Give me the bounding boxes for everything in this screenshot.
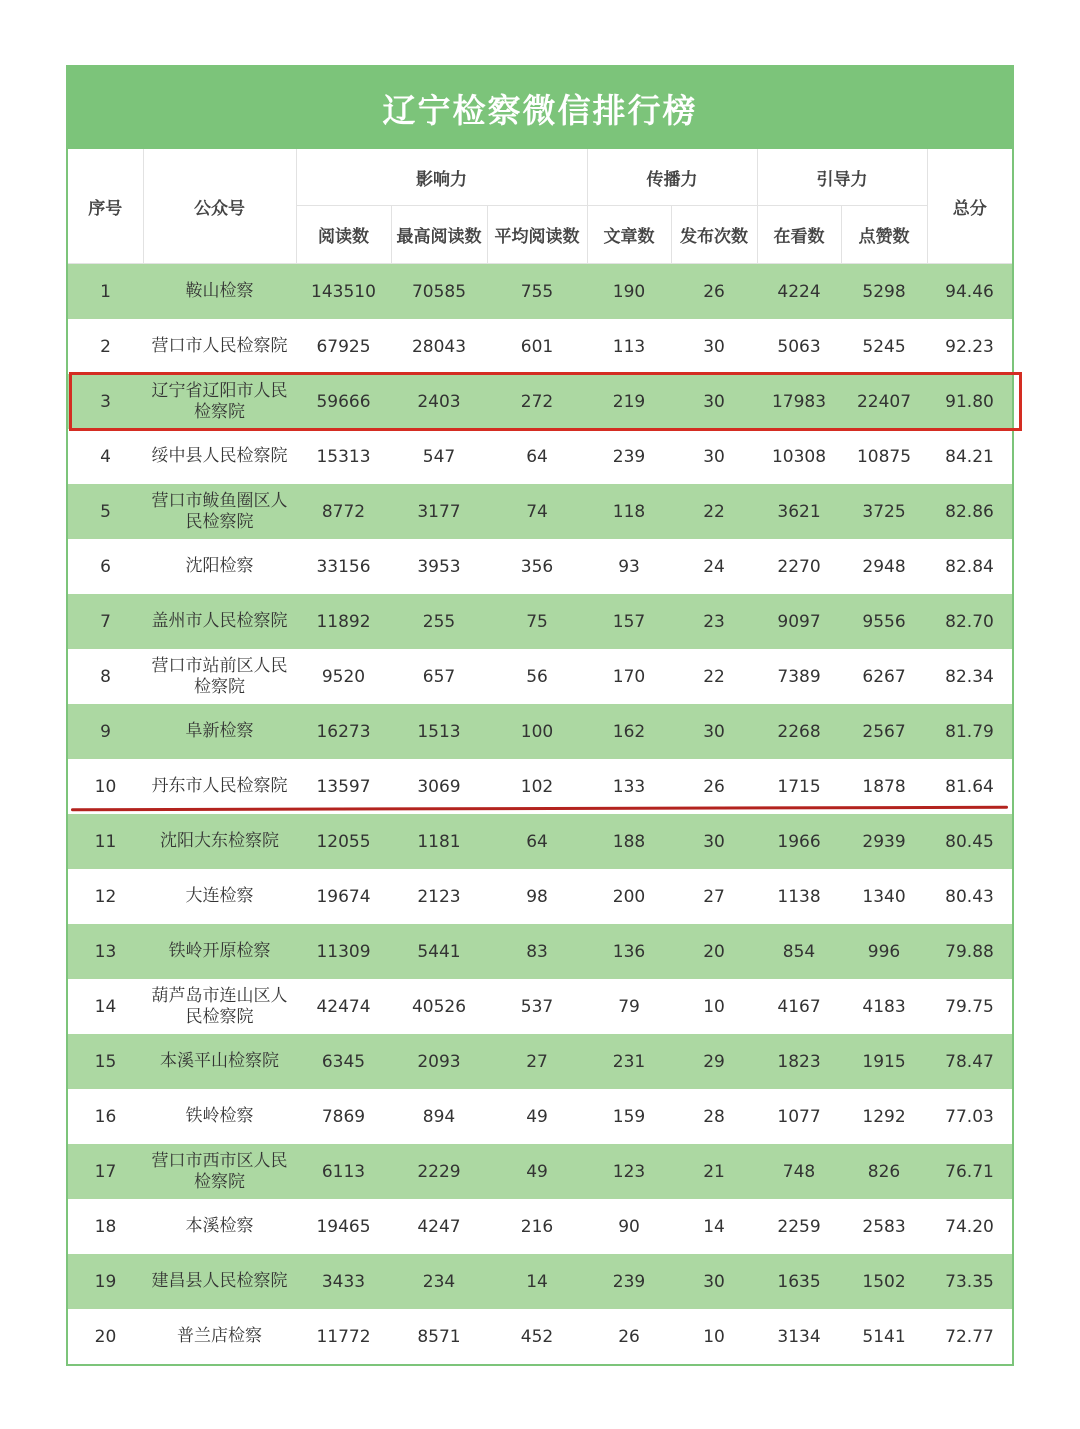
cell-rank: 20 xyxy=(68,1309,143,1364)
cell-total: 79.75 xyxy=(927,979,1012,1034)
cell-total: 77.03 xyxy=(927,1089,1012,1144)
cell-reads: 67925 xyxy=(296,319,391,374)
cell-max-reads: 1181 xyxy=(391,814,487,869)
table-row xyxy=(68,979,1012,1034)
cell-watching: 4224 xyxy=(757,264,841,320)
header-posts: 发布次数 xyxy=(671,206,757,264)
cell-likes: 1340 xyxy=(841,869,927,924)
cell-likes: 2583 xyxy=(841,1199,927,1254)
ranking-board xyxy=(66,65,1014,1366)
cell-account-name: 盖州市人民检察院 xyxy=(143,594,296,649)
cell-articles: 26 xyxy=(587,1309,671,1364)
cell-articles: 136 xyxy=(587,924,671,979)
cell-articles: 170 xyxy=(587,649,671,704)
cell-watching: 1077 xyxy=(757,1089,841,1144)
cell-avg-reads: 98 xyxy=(487,869,587,924)
table-row xyxy=(68,319,1012,374)
cell-total: 82.84 xyxy=(927,539,1012,594)
cell-rank: 13 xyxy=(68,924,143,979)
cell-likes: 1502 xyxy=(841,1254,927,1309)
cell-rank: 8 xyxy=(68,649,143,704)
header-avg-reads: 平均阅读数 xyxy=(487,206,587,264)
cell-posts: 24 xyxy=(671,539,757,594)
header-watching: 在看数 xyxy=(757,206,841,264)
table-row xyxy=(68,649,1012,704)
cell-account-name: 营口市西市区人民检察院 xyxy=(143,1144,296,1199)
cell-reads: 7869 xyxy=(296,1089,391,1144)
cell-articles: 190 xyxy=(587,264,671,320)
cell-rank: 2 xyxy=(68,319,143,374)
cell-rank: 5 xyxy=(68,484,143,539)
cell-rank: 16 xyxy=(68,1089,143,1144)
cell-posts: 23 xyxy=(671,594,757,649)
cell-likes: 2567 xyxy=(841,704,927,759)
cell-rank: 6 xyxy=(68,539,143,594)
header-likes: 点赞数 xyxy=(841,206,927,264)
cell-avg-reads: 216 xyxy=(487,1199,587,1254)
cell-likes: 5245 xyxy=(841,319,927,374)
cell-account-name: 葫芦岛市连山区人民检察院 xyxy=(143,979,296,1034)
cell-posts: 26 xyxy=(671,759,757,814)
cell-posts: 28 xyxy=(671,1089,757,1144)
cell-total: 82.86 xyxy=(927,484,1012,539)
cell-watching: 17983 xyxy=(757,374,841,429)
cell-rank: 11 xyxy=(68,814,143,869)
cell-likes: 996 xyxy=(841,924,927,979)
cell-articles: 93 xyxy=(587,539,671,594)
cell-watching: 7389 xyxy=(757,649,841,704)
cell-account-name: 丹东市人民检察院 xyxy=(143,759,296,814)
table-row xyxy=(68,539,1012,594)
cell-rank: 3 xyxy=(68,374,143,429)
cell-likes: 826 xyxy=(841,1144,927,1199)
cell-articles: 219 xyxy=(587,374,671,429)
cell-watching: 3621 xyxy=(757,484,841,539)
cell-max-reads: 2403 xyxy=(391,374,487,429)
cell-watching: 1715 xyxy=(757,759,841,814)
cell-reads: 8772 xyxy=(296,484,391,539)
cell-total: 80.45 xyxy=(927,814,1012,869)
page-title: 辽宁检察微信排行榜 xyxy=(68,67,1012,149)
cell-avg-reads: 14 xyxy=(487,1254,587,1309)
cell-max-reads: 894 xyxy=(391,1089,487,1144)
cell-rank: 17 xyxy=(68,1144,143,1199)
table-row xyxy=(68,374,1012,429)
cell-articles: 239 xyxy=(587,1254,671,1309)
cell-watching: 2270 xyxy=(757,539,841,594)
table-row xyxy=(68,484,1012,539)
cell-likes: 6267 xyxy=(841,649,927,704)
cell-total: 72.77 xyxy=(927,1309,1012,1364)
cell-max-reads: 40526 xyxy=(391,979,487,1034)
cell-avg-reads: 100 xyxy=(487,704,587,759)
cell-avg-reads: 102 xyxy=(487,759,587,814)
table-row xyxy=(68,264,1012,320)
cell-likes: 1915 xyxy=(841,1034,927,1089)
cell-reads: 143510 xyxy=(296,264,391,320)
cell-rank: 4 xyxy=(68,429,143,484)
cell-posts: 29 xyxy=(671,1034,757,1089)
cell-posts: 30 xyxy=(671,319,757,374)
cell-reads: 6113 xyxy=(296,1144,391,1199)
cell-likes: 2939 xyxy=(841,814,927,869)
cell-account-name: 普兰店检察 xyxy=(143,1309,296,1364)
cell-total: 92.23 xyxy=(927,319,1012,374)
cell-watching: 1966 xyxy=(757,814,841,869)
cell-max-reads: 4247 xyxy=(391,1199,487,1254)
cell-total: 81.79 xyxy=(927,704,1012,759)
cell-max-reads: 28043 xyxy=(391,319,487,374)
cell-reads: 11892 xyxy=(296,594,391,649)
cell-max-reads: 3953 xyxy=(391,539,487,594)
cell-watching: 10308 xyxy=(757,429,841,484)
cell-rank: 12 xyxy=(68,869,143,924)
header-articles: 文章数 xyxy=(587,206,671,264)
cell-reads: 19674 xyxy=(296,869,391,924)
cell-articles: 188 xyxy=(587,814,671,869)
cell-watching: 2268 xyxy=(757,704,841,759)
cell-posts: 27 xyxy=(671,869,757,924)
cell-account-name: 建昌县人民检察院 xyxy=(143,1254,296,1309)
cell-reads: 33156 xyxy=(296,539,391,594)
header-reads: 阅读数 xyxy=(296,206,391,264)
header-spread: 传播力 xyxy=(587,149,757,206)
cell-likes: 22407 xyxy=(841,374,927,429)
cell-watching: 4167 xyxy=(757,979,841,1034)
cell-account-name: 营口市人民检察院 xyxy=(143,319,296,374)
cell-max-reads: 3069 xyxy=(391,759,487,814)
table-row xyxy=(68,594,1012,649)
cell-total: 73.35 xyxy=(927,1254,1012,1309)
cell-rank: 19 xyxy=(68,1254,143,1309)
cell-total: 74.20 xyxy=(927,1199,1012,1254)
cell-total: 79.88 xyxy=(927,924,1012,979)
cell-reads: 13597 xyxy=(296,759,391,814)
table-row xyxy=(68,1034,1012,1089)
cell-watching: 1635 xyxy=(757,1254,841,1309)
cell-likes: 1292 xyxy=(841,1089,927,1144)
cell-watching: 854 xyxy=(757,924,841,979)
header-guidance: 引导力 xyxy=(757,149,927,206)
cell-account-name: 鞍山检察 xyxy=(143,264,296,320)
cell-avg-reads: 49 xyxy=(487,1089,587,1144)
cell-articles: 79 xyxy=(587,979,671,1034)
header-account: 公众号 xyxy=(143,149,296,264)
cell-max-reads: 2229 xyxy=(391,1144,487,1199)
cell-avg-reads: 64 xyxy=(487,814,587,869)
cell-total: 84.21 xyxy=(927,429,1012,484)
cell-articles: 159 xyxy=(587,1089,671,1144)
ranking-table xyxy=(68,149,1012,1364)
cell-posts: 10 xyxy=(671,1309,757,1364)
cell-articles: 90 xyxy=(587,1199,671,1254)
cell-total: 80.43 xyxy=(927,869,1012,924)
cell-account-name: 沈阳大东检察院 xyxy=(143,814,296,869)
cell-posts: 22 xyxy=(671,484,757,539)
table-row xyxy=(68,1309,1012,1364)
cell-watching: 1138 xyxy=(757,869,841,924)
cell-rank: 7 xyxy=(68,594,143,649)
cell-posts: 30 xyxy=(671,814,757,869)
header-influence: 影响力 xyxy=(296,149,587,206)
cell-account-name: 本溪平山检察院 xyxy=(143,1034,296,1089)
cell-rank: 1 xyxy=(68,264,143,320)
cell-avg-reads: 452 xyxy=(487,1309,587,1364)
cell-account-name: 绥中县人民检察院 xyxy=(143,429,296,484)
cell-account-name: 营口市站前区人民检察院 xyxy=(143,649,296,704)
cell-rank: 18 xyxy=(68,1199,143,1254)
cell-rank: 14 xyxy=(68,979,143,1034)
header-total: 总分 xyxy=(927,149,1012,264)
cell-posts: 14 xyxy=(671,1199,757,1254)
cell-max-reads: 234 xyxy=(391,1254,487,1309)
cell-account-name: 沈阳检察 xyxy=(143,539,296,594)
cell-likes: 3725 xyxy=(841,484,927,539)
cell-likes: 5298 xyxy=(841,264,927,320)
cell-max-reads: 2093 xyxy=(391,1034,487,1089)
cell-articles: 239 xyxy=(587,429,671,484)
cell-posts: 22 xyxy=(671,649,757,704)
cell-articles: 157 xyxy=(587,594,671,649)
cell-posts: 30 xyxy=(671,429,757,484)
cell-reads: 6345 xyxy=(296,1034,391,1089)
table-row xyxy=(68,814,1012,869)
table-row xyxy=(68,1254,1012,1309)
cell-reads: 11309 xyxy=(296,924,391,979)
cell-max-reads: 5441 xyxy=(391,924,487,979)
cell-reads: 11772 xyxy=(296,1309,391,1364)
cell-max-reads: 2123 xyxy=(391,869,487,924)
cell-likes: 2948 xyxy=(841,539,927,594)
cell-max-reads: 657 xyxy=(391,649,487,704)
table-row xyxy=(68,924,1012,979)
cell-avg-reads: 49 xyxy=(487,1144,587,1199)
cell-avg-reads: 83 xyxy=(487,924,587,979)
cell-posts: 30 xyxy=(671,374,757,429)
cell-posts: 30 xyxy=(671,704,757,759)
cell-account-name: 辽宁省辽阳市人民检察院 xyxy=(143,374,296,429)
table-row xyxy=(68,1144,1012,1199)
cell-total: 94.46 xyxy=(927,264,1012,320)
cell-account-name: 铁岭开原检察 xyxy=(143,924,296,979)
cell-rank: 15 xyxy=(68,1034,143,1089)
cell-avg-reads: 755 xyxy=(487,264,587,320)
cell-total: 81.64 xyxy=(927,759,1012,814)
cell-max-reads: 8571 xyxy=(391,1309,487,1364)
cell-likes: 1878 xyxy=(841,759,927,814)
cell-avg-reads: 74 xyxy=(487,484,587,539)
header-max-reads: 最高阅读数 xyxy=(391,206,487,264)
cell-avg-reads: 601 xyxy=(487,319,587,374)
header-rank: 序号 xyxy=(68,149,143,264)
cell-reads: 9520 xyxy=(296,649,391,704)
cell-max-reads: 1513 xyxy=(391,704,487,759)
cell-max-reads: 3177 xyxy=(391,484,487,539)
cell-likes: 10875 xyxy=(841,429,927,484)
table-row xyxy=(68,1199,1012,1254)
cell-articles: 118 xyxy=(587,484,671,539)
cell-articles: 123 xyxy=(587,1144,671,1199)
cell-avg-reads: 537 xyxy=(487,979,587,1034)
cell-posts: 20 xyxy=(671,924,757,979)
cell-posts: 21 xyxy=(671,1144,757,1199)
cell-articles: 162 xyxy=(587,704,671,759)
cell-max-reads: 255 xyxy=(391,594,487,649)
cell-total: 82.34 xyxy=(927,649,1012,704)
cell-likes: 9556 xyxy=(841,594,927,649)
cell-articles: 200 xyxy=(587,869,671,924)
cell-reads: 19465 xyxy=(296,1199,391,1254)
cell-avg-reads: 27 xyxy=(487,1034,587,1089)
cell-account-name: 铁岭检察 xyxy=(143,1089,296,1144)
cell-reads: 3433 xyxy=(296,1254,391,1309)
cell-total: 91.80 xyxy=(927,374,1012,429)
table-row xyxy=(68,1089,1012,1144)
cell-max-reads: 70585 xyxy=(391,264,487,320)
cell-max-reads: 547 xyxy=(391,429,487,484)
cell-likes: 4183 xyxy=(841,979,927,1034)
cell-account-name: 大连检察 xyxy=(143,869,296,924)
cell-account-name: 阜新检察 xyxy=(143,704,296,759)
table-row xyxy=(68,704,1012,759)
cell-account-name: 营口市鲅鱼圈区人民检察院 xyxy=(143,484,296,539)
cell-watching: 2259 xyxy=(757,1199,841,1254)
cell-account-name: 本溪检察 xyxy=(143,1199,296,1254)
cell-watching: 3134 xyxy=(757,1309,841,1364)
cell-avg-reads: 56 xyxy=(487,649,587,704)
cell-watching: 5063 xyxy=(757,319,841,374)
cell-total: 76.71 xyxy=(927,1144,1012,1199)
table-row xyxy=(68,869,1012,924)
cell-total: 82.70 xyxy=(927,594,1012,649)
cell-reads: 42474 xyxy=(296,979,391,1034)
table-body xyxy=(68,264,1012,1365)
cell-reads: 12055 xyxy=(296,814,391,869)
cell-articles: 113 xyxy=(587,319,671,374)
cell-posts: 10 xyxy=(671,979,757,1034)
cell-watching: 9097 xyxy=(757,594,841,649)
cell-watching: 748 xyxy=(757,1144,841,1199)
cell-posts: 26 xyxy=(671,264,757,320)
cell-avg-reads: 64 xyxy=(487,429,587,484)
cell-articles: 231 xyxy=(587,1034,671,1089)
cell-rank: 9 xyxy=(68,704,143,759)
cell-reads: 15313 xyxy=(296,429,391,484)
cell-posts: 30 xyxy=(671,1254,757,1309)
cell-reads: 16273 xyxy=(296,704,391,759)
cell-total: 78.47 xyxy=(927,1034,1012,1089)
cell-avg-reads: 356 xyxy=(487,539,587,594)
cell-articles: 133 xyxy=(587,759,671,814)
cell-avg-reads: 75 xyxy=(487,594,587,649)
cell-reads: 59666 xyxy=(296,374,391,429)
cell-rank: 10 xyxy=(68,759,143,814)
cell-likes: 5141 xyxy=(841,1309,927,1364)
cell-avg-reads: 272 xyxy=(487,374,587,429)
table-row xyxy=(68,429,1012,484)
cell-watching: 1823 xyxy=(757,1034,841,1089)
